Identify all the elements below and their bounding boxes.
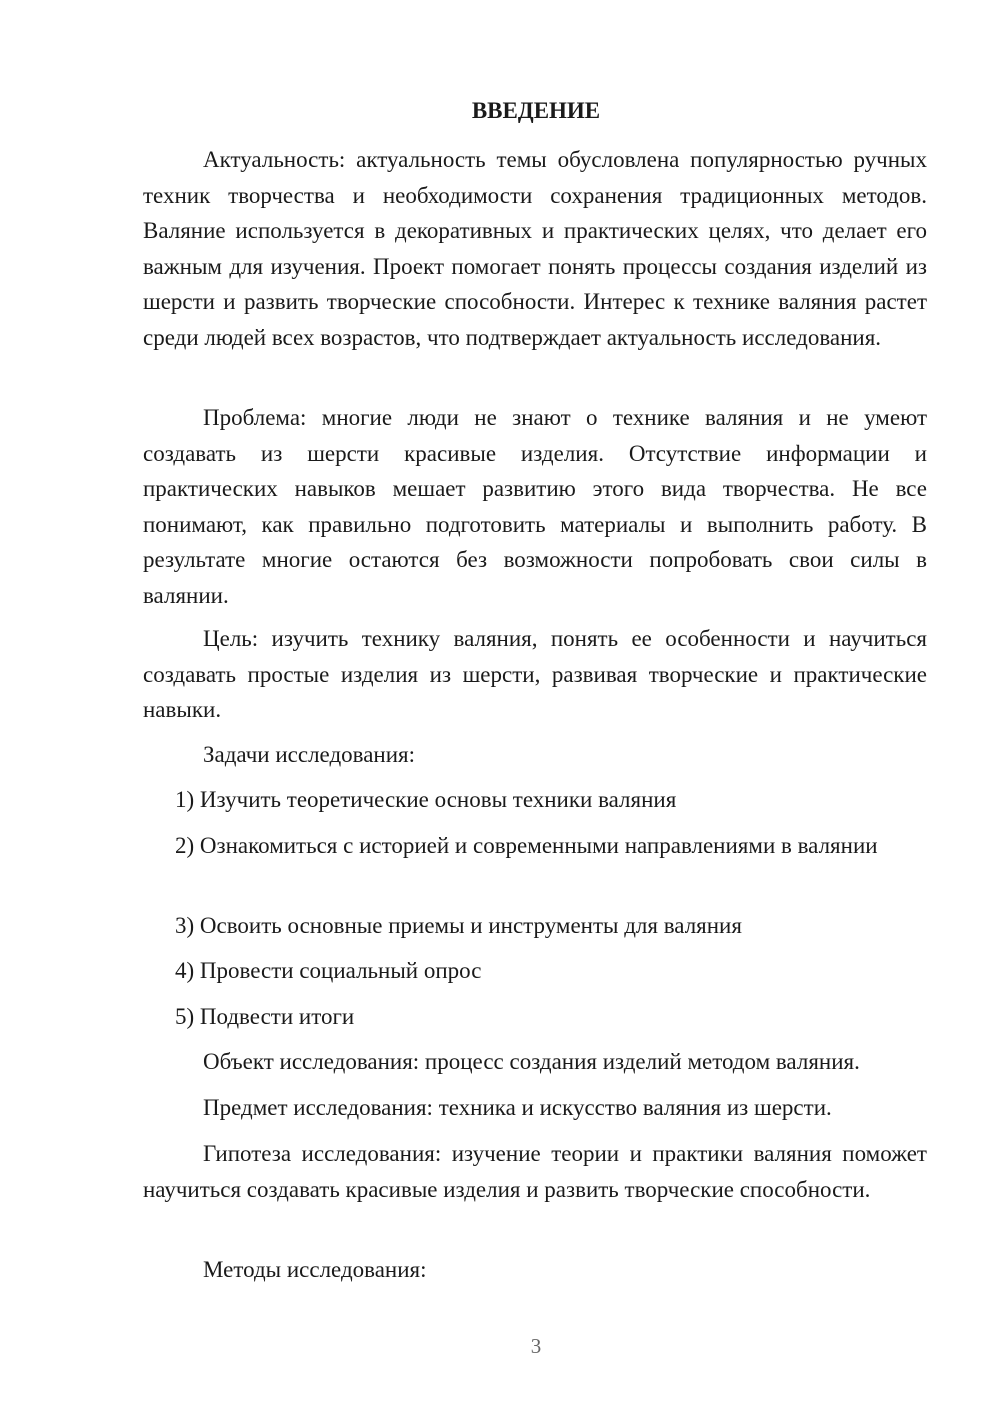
task-item-4: 4) Провести социальный опрос: [175, 958, 482, 983]
object-paragraph: Объект исследования: процесс создания изделий методом валяния.: [203, 1049, 860, 1074]
relevance-paragraph: Актуальность: актуальность темы обусловлена популярностью ручных техник творчества и необходимости сохранения традиционных методов. Валяние используется в декоративных и практических целях, что делает его важным для изучения. Проект помогает понять процессы создания изделий из шерсти и развить творческие способности. Интерес к технике валяния растет среди людей всех возрастов, что подтверждает актуальность исследования.: [143, 147, 927, 350]
subject-paragraph: Предмет исследования: техника и искусство валяния из шерсти.: [203, 1095, 832, 1120]
problem-paragraph: Проблема: многие люди не знают о технике валяния и не умеют создавать из шерсти красивые изделия. Отсутствие информации и практических навыков мешает развитию этого вида творчества. Не все понимают, как правильно подготовить материалы и выполнить работу. В результате многие остаются без возможности попробовать свои силы в валянии.: [143, 405, 927, 608]
task-item-3: 3) Освоить основные приемы и инструменты для валяния: [175, 913, 742, 938]
methods-heading: Методы исследования:: [203, 1257, 427, 1282]
goal-paragraph: Цель: изучить технику валяния, понять ее особенности и научиться создавать простые изделия из шерсти, развивая творческие и практические навыки.: [143, 626, 927, 722]
task-item-5: 5) Подвести итоги: [175, 1004, 355, 1029]
section-title: ВВЕДЕНИЕ: [471, 98, 601, 123]
task-item-1: 1) Изучить теоретические основы техники валяния: [175, 787, 677, 812]
hypothesis-paragraph: Гипотеза исследования: изучение теории и практики валяния поможет научиться создавать красивые изделия и развить творческие способности.: [143, 1141, 927, 1202]
task-item-2: 2) Ознакомиться с историей и современными направлениями в валянии: [175, 833, 878, 858]
tasks-heading: Задачи исследования:: [203, 742, 416, 767]
page-number: 3: [530, 1334, 542, 1358]
